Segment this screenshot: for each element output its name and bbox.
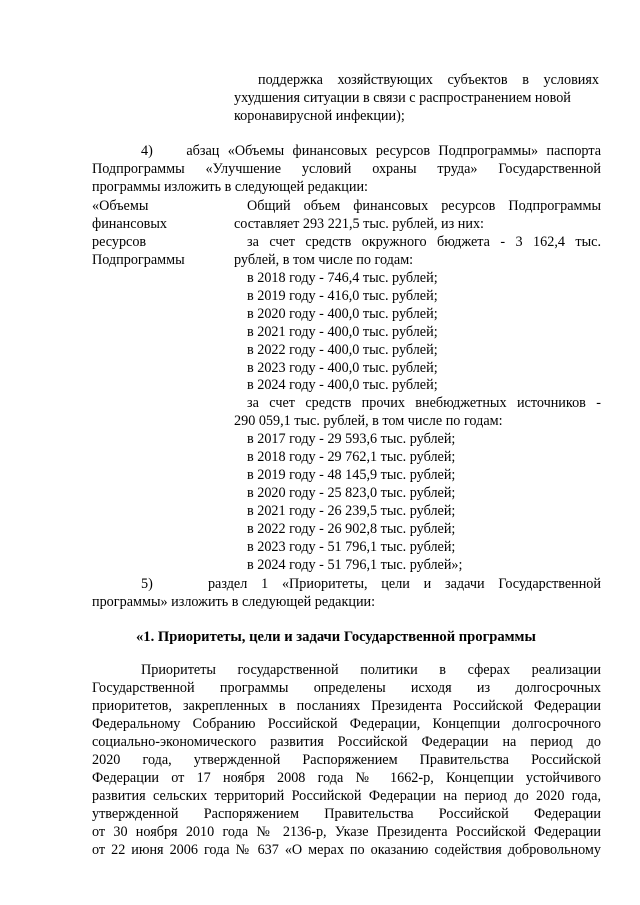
item4-line-3: программы изложить в следующей редакции: [92,179,368,195]
resources-label-3: ресурсов [92,234,147,250]
body-line: Федеральному Собранию Российской Федерации, Концепции долгосрочного [92,716,601,732]
resources-value-line: Общий объем финансовых ресурсов Подпрограммы [247,198,601,214]
resources-value-line: в 2020 году - 25 823,0 тыс. рублей; [247,485,456,501]
resources-value-line: в 2023 году - 51 796,1 тыс. рублей; [247,539,456,555]
resources-value-line: в 2018 году - 746,4 тыс. рублей; [247,270,438,286]
resources-value-line: в 2019 году - 416,0 тыс. рублей; [247,288,438,304]
resources-value-line: в 2022 году - 26 902,8 тыс. рублей; [247,521,456,537]
body-line: социально-экономического развития Российской Федерации на период до [92,734,601,750]
resources-value-line: рублей, в том числе по годам: [234,252,414,268]
resources-value-line: в 2021 году - 400,0 тыс. рублей; [247,324,438,340]
body-line: Государственной программы определены исходя из долгосрочных [92,680,601,696]
body-line: от 30 ноября 2010 года № 2136-р, Указе Президента Российской Федерации [92,824,601,840]
section-heading: «1. Приоритеты, цели и задачи Государственной программы [136,629,536,645]
resources-value-line: в 2017 году - 29 593,6 тыс. рублей; [247,431,456,447]
body-line: Приоритеты государственной политики в сферах реализации [141,662,601,678]
item4-line-1: 4) абзац «Объемы финансовых ресурсов Подпрограммы» паспорта [141,143,601,159]
top-block-line-2: ухудшения ситуации в связи с распространением новой [234,90,571,106]
item5-line-2: программы» изложить в следующей редакции: [92,594,376,610]
resources-value-line: в 2024 году - 51 796,1 тыс. рублей»; [247,557,463,573]
resources-value-line: в 2020 году - 400,0 тыс. рублей; [247,306,438,322]
resources-value-line: в 2019 году - 48 145,9 тыс. рублей; [247,467,456,483]
top-block-line-1: поддержка хозяйствующих субъектов в условиях [258,72,599,88]
resources-value-line: 290 059,1 тыс. рублей, в том числе по годам: [234,413,503,429]
resources-label-4: Подпрограммы [92,252,185,268]
resources-value-line: в 2024 году - 400,0 тыс. рублей; [247,377,438,393]
resources-value-line: в 2018 году - 29 762,1 тыс. рублей; [247,449,456,465]
resources-value-line: в 2022 году - 400,0 тыс. рублей; [247,342,438,358]
body-line: утвержденной Распоряжением Правительства Российской Федерации [92,806,601,822]
resources-label-2: финансовых [92,216,167,232]
resources-label-1: «Объемы [92,198,149,214]
resources-value-line: составляет 293 221,5 тыс. рублей, из них: [234,216,484,232]
item5-line-1: 5) раздел 1 «Приоритеты, цели и задачи Государственной [141,576,601,592]
body-line: 2020 года, утвержденной Распоряжением Правительства Российской [92,752,601,768]
resources-value-line: в 2023 году - 400,0 тыс. рублей; [247,360,438,376]
body-line: приоритетов, закрепленных в посланиях Президента Российской Федерации [92,698,601,714]
resources-value-line: за счет средств окружного бюджета - 3 162,4 тыс. [247,234,601,250]
body-line: развития сельских территорий Российской Федерации на период до 2020 года, [92,788,601,804]
body-line: от 22 июня 2006 года № 637 «О мерах по оказанию содействия добровольному [92,842,601,858]
resources-value-line: за счет средств прочих внебюджетных источников - [247,395,601,411]
body-line: Федерации от 17 ноября 2008 года № 1662-р, Концепции устойчивого [92,770,601,786]
resources-value-line: в 2021 году - 26 239,5 тыс. рублей; [247,503,456,519]
item4-line-2: Подпрограммы «Улучшение условий охраны труда» Государственной [92,161,601,177]
top-block-line-3: коронавирусной инфекции); [234,108,405,124]
